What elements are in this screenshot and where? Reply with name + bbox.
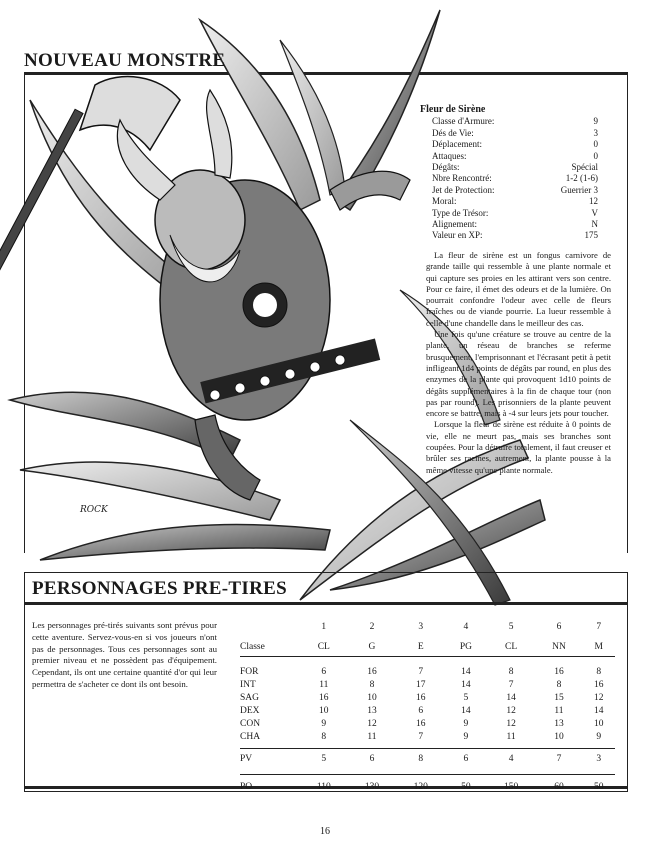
- stat-row: [420, 128, 598, 139]
- table-header-numbers: [240, 616, 615, 638]
- stat-value: 3: [593, 127, 598, 138]
- table-cell: 12: [367, 718, 377, 729]
- row-label: PV: [240, 754, 253, 764]
- stat-label: Déplacement:: [432, 139, 482, 150]
- table-row-classe: [240, 638, 615, 657]
- table-cell: 7: [418, 666, 424, 677]
- table-cell: 9: [596, 731, 602, 742]
- table-cell: 14: [593, 705, 604, 716]
- table-cell: NN: [535, 638, 582, 657]
- table-cell: 110: [316, 782, 331, 792]
- table-cell: 6: [463, 754, 469, 764]
- stat-label: Valeur en XP:: [432, 230, 483, 241]
- description-paragraph: La fleur de sirène est un fongus carnivore de grande taille qui ressemble à une plante normale et qui capture ses proies en les attirant vers son centre. Pour ce faire, il émet des odeurs et de la lumière. On pourrait confondre l'odeur avec celle de fleurs fraîches ou de viande pourrie. La lueur ressemble à celle d'une chandelle dans le meilleur des cas.: [426, 250, 611, 328]
- section-title-pregen: PERSONNAGES PRE-TIRES: [32, 578, 287, 599]
- table-cell: 8: [418, 754, 424, 764]
- table-cell: 7: [508, 679, 514, 690]
- table-row-cha: [240, 730, 615, 743]
- table-cell: 150: [503, 782, 519, 792]
- stat-value: 0: [593, 139, 598, 150]
- stat-label: Nbre Rencontré:: [432, 173, 492, 184]
- table-cell: 14: [461, 679, 471, 690]
- pregen-table: [240, 616, 615, 799]
- row-label: INT: [240, 679, 256, 690]
- row-label: SAG: [240, 692, 260, 703]
- col-number: 4: [463, 622, 469, 632]
- leaf: [40, 524, 330, 560]
- table-cell: M: [582, 638, 615, 657]
- stat-value: V: [591, 207, 598, 218]
- stat-row: [420, 151, 598, 162]
- stat-label: Dégâts:: [432, 162, 460, 173]
- table-cell: 16: [415, 692, 426, 703]
- table-cell: 14: [506, 692, 516, 703]
- table-cell: 16: [319, 692, 329, 703]
- stat-row: [420, 196, 598, 207]
- table-cell: 5: [321, 754, 327, 764]
- table-cell: 12: [593, 692, 604, 703]
- table-row-po: [240, 775, 615, 800]
- table-row-con: [240, 717, 615, 730]
- table-cell: 7: [556, 754, 562, 764]
- table-row-sag: [240, 691, 615, 704]
- table-cell: 8: [369, 679, 375, 690]
- table-cell: E: [396, 638, 445, 657]
- stat-value: 9: [593, 116, 598, 127]
- table-cell: 7: [418, 731, 424, 742]
- table-cell: 60: [554, 782, 564, 792]
- table-cell: 4: [508, 754, 514, 764]
- row-label: FOR: [240, 666, 259, 677]
- col-number: 3: [418, 622, 424, 632]
- row-label: PO: [240, 782, 253, 792]
- table-row-dex: [240, 704, 615, 717]
- table-cell: 16: [593, 679, 604, 690]
- table-cell: 120: [413, 782, 428, 792]
- stat-row: [420, 116, 598, 127]
- table-cell: 14: [461, 705, 471, 716]
- stat-value: Spécial: [571, 162, 598, 173]
- stat-value: 12: [589, 196, 598, 207]
- table-cell: 11: [554, 705, 564, 716]
- table-cell: 16: [554, 666, 564, 677]
- table-cell: 8: [596, 666, 602, 677]
- stat-row: [420, 173, 598, 184]
- row-label: DEX: [240, 705, 260, 716]
- table-cell: 130: [364, 782, 380, 792]
- row-label: CHA: [240, 731, 261, 742]
- description-paragraph: Lorsque la fleur de sirène est réduite à 0 points de vie, elle ne meurt pas, mais ses branches sont coupées. Pour la détruire totalement, il faut creuser et brûler ses racines, autrement, la plante pousse à la même vitesse qu'une plante normale.: [426, 419, 611, 475]
- pregen-intro: Les personnages pré-tirés suivants sont prévus pour cette aventure. Servez-vous-en si vos joueurs n'ont pas de personnages. Tous ces personnages sont au premier niveau et ne possèdent pas d'équipement. Cependant, ils ont une certaine quantité d'or qui leur permettra de s'acheter ce dont ils ont besoin.: [32, 620, 217, 689]
- stat-value: 1-2 (1-6): [565, 173, 598, 184]
- ability-rows: [240, 665, 615, 743]
- table-cell: CL: [487, 638, 536, 657]
- table-cell: 6: [321, 666, 327, 677]
- stat-row: [420, 219, 598, 230]
- table-cell: 10: [319, 705, 329, 716]
- table-cell: 12: [506, 705, 516, 716]
- description-paragraph: Une fois qu'une créature se trouve au centre de la plante, un réseau de branches se referme brusquement, l'emprisonnant et l'écrasant petit à petit infligeant 1d4 points de dégâts par round, en plus des enzymes de la plante qui provoquent 1d10 points de dégâts supplémentaires à la fin de chaque tour (non pas par round). Les prisonniers de la plante peuvent encore se battre, mais à -4 sur leurs jets pour toucher.: [426, 329, 611, 419]
- table-cell: CL: [300, 638, 348, 657]
- table-cell: 11: [506, 731, 516, 742]
- stat-value: Guerrier 3: [560, 184, 598, 195]
- col-number: 2: [369, 622, 375, 632]
- table-cell: 9: [463, 718, 469, 729]
- table-cell: 8: [321, 731, 327, 742]
- table-row-for: [240, 665, 615, 678]
- col-number: 7: [596, 622, 602, 632]
- stat-row: [420, 230, 598, 241]
- table-cell: 11: [367, 731, 377, 742]
- table-cell: 9: [321, 718, 327, 729]
- table-cell: 14: [461, 666, 471, 677]
- table-cell: 6: [418, 705, 424, 716]
- stat-label: Attaques:: [432, 150, 467, 161]
- col-number: 6: [556, 622, 562, 632]
- monster-description: [426, 250, 611, 476]
- stat-label: Moral:: [432, 196, 457, 207]
- table-row-pv: [240, 749, 615, 770]
- stat-row: [420, 208, 598, 219]
- table-cell: 9: [463, 731, 469, 742]
- table-cell: 8: [556, 679, 562, 690]
- stat-label: Alignement:: [432, 219, 477, 230]
- stat-list: [420, 116, 598, 241]
- stat-value: N: [591, 219, 598, 230]
- table-cell: 5: [463, 692, 469, 703]
- col-number: 5: [508, 622, 514, 632]
- stat-row: [420, 139, 598, 150]
- table-cell: 50: [461, 782, 471, 792]
- table-cell: 8: [508, 666, 514, 677]
- table-cell: 3: [596, 754, 602, 764]
- axe-handle: [0, 109, 83, 281]
- monster-name: Fleur de Sirène: [420, 104, 486, 115]
- row-label: CON: [240, 718, 261, 729]
- stat-value: 0: [593, 150, 598, 161]
- table-cell: 13: [367, 705, 377, 716]
- page-number: 16: [320, 826, 330, 837]
- table-cell: 16: [415, 718, 426, 729]
- table-cell: 12: [506, 718, 516, 729]
- stat-value: 175: [584, 230, 598, 241]
- stat-row: [420, 185, 598, 196]
- table-row-int: [240, 678, 615, 691]
- monster-stat-block: [420, 104, 598, 242]
- horn: [207, 90, 232, 178]
- table-cell: 13: [554, 718, 564, 729]
- artist-signature: ROCK: [80, 505, 108, 515]
- stat-label: Type de Trésor:: [432, 207, 489, 218]
- col-number: 1: [321, 622, 327, 632]
- stat-label: Jet de Protection:: [432, 184, 495, 195]
- table-cell: 50: [593, 782, 604, 792]
- table-cell: 17: [415, 679, 426, 690]
- table-cell: 10: [367, 692, 377, 703]
- table-cell: 10: [593, 718, 604, 729]
- bottom-title-rule: [24, 602, 628, 605]
- section-title-new-monster: NOUVEAU MONSTRE: [24, 50, 226, 71]
- table-cell: 6: [369, 754, 375, 764]
- table-cell: 10: [554, 731, 564, 742]
- stat-label: Dés de Vie:: [432, 127, 474, 138]
- table-cell: PG: [445, 638, 487, 657]
- stat-label: Classe d'Armure:: [432, 116, 495, 127]
- table-cell: 16: [367, 666, 377, 677]
- table-cell: G: [348, 638, 397, 657]
- table-cell: 11: [319, 679, 329, 690]
- row-label: Classe: [240, 638, 300, 657]
- table-cell: 15: [554, 692, 564, 703]
- stat-row: [420, 162, 598, 173]
